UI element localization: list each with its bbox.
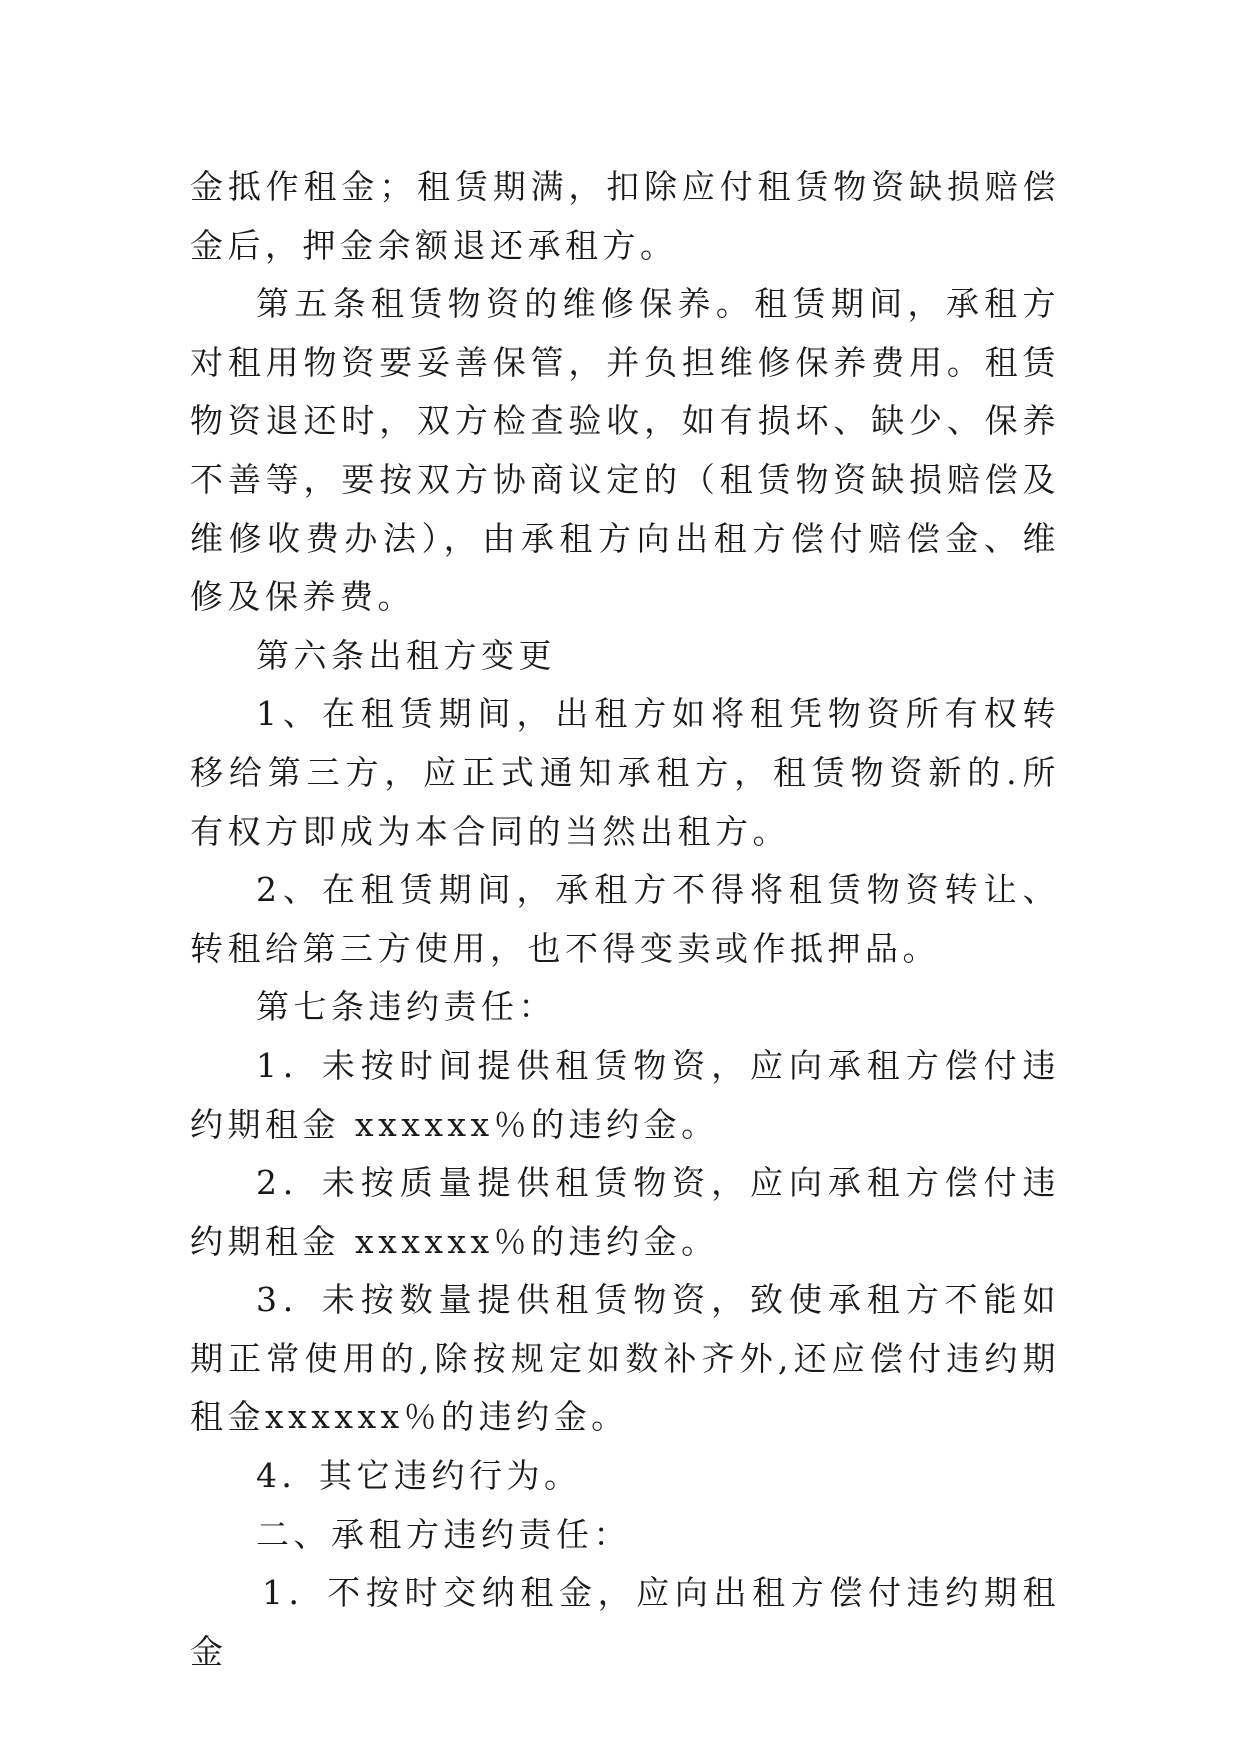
heading-lessee-liability: 二、承租方违约责任： bbox=[256, 1514, 631, 1554]
paragraph-article-7-item-3: 3．未按数量提供租赁物资，致使承租方不能如期正常使用的,除按规定如数补齐外,还应偿付违约期租金xxxxxx％的违约金。 bbox=[190, 1280, 1060, 1437]
paragraph-deposit-continuation: 金抵作租金；租赁期满，扣除应付租赁物资缺损赔偿金后，押金余额退还承租方。 bbox=[190, 167, 1060, 265]
paragraph-article-7-item-1: 1．未按时间提供租赁物资，应向承租方偿付违约期租金 xxxxxx％的违约金。 bbox=[190, 1045, 1060, 1144]
heading-article-6: 第六条出租方变更 bbox=[256, 635, 556, 675]
paragraph-article-7-item-2: 2．未按质量提供租赁物资，应向承租方偿付违约期租金 xxxxxx％的违约金。 bbox=[190, 1163, 1060, 1261]
paragraph-article-5-maintenance: 第五条租赁物资的维修保养。租赁期间，承租方对租用物资要妥善保管，并负担维修保养费用。租赁物资退还时，双方检查验收，如有损坏、缺少、保养不善等，要按双方协商议定的（租赁物资缺损赔偿及维修收费办法），由承租方向出租方偿付赔偿金、维修及保养费。 bbox=[190, 284, 1060, 617]
paragraph-article-6-item-1: 1、在租赁期间，出租方如将租凭物资所有权转移给第三方，应正式通知承租方，租赁物资新的.所有权方即成为本合同的当然出租方。 bbox=[190, 694, 1060, 851]
paragraph-article-6-item-2: 2、在租赁期间，承租方不得将租赁物资转让、转租给第三方使用，也不得变卖或作抵押品。 bbox=[190, 870, 1060, 968]
paragraph-article-7-item-4: 4．其它违约行为。 bbox=[256, 1456, 582, 1496]
document-body bbox=[190, 158, 1060, 1681]
heading-article-7: 第七条违约责任： bbox=[256, 987, 556, 1027]
paragraph-lessee-item-1: 1．不按时交纳租金，应向出租方偿付违约期租金 bbox=[190, 1573, 1060, 1671]
